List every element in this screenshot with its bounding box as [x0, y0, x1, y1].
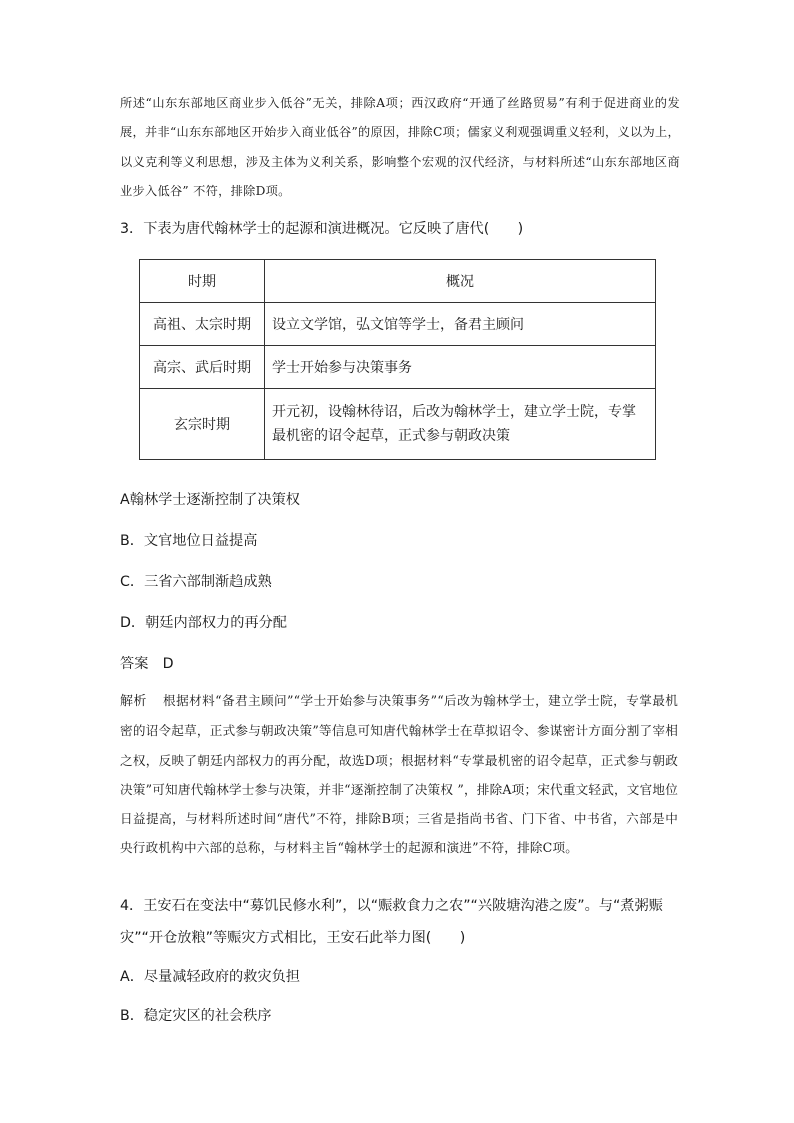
q4-option-a: A．尽量减轻政府的救灾负担 [120, 969, 300, 985]
question-4-stem: 4．王安石在变法中“募饥民修水利”，以“赈救食力之农”“兴陂塘沟港之废”。与“煮粥赈灾”“开仓放粮”等赈灾方式相比，王安石此举力图( ) [120, 898, 663, 946]
option-c: C．三省六部制渐趋成熟 [120, 574, 272, 590]
question-3-stem: 3．下表为唐代翰林学士的起源和演进概况。它反映了唐代( ) [120, 221, 524, 237]
table-row [140, 389, 656, 460]
analysis-label: 解析 [120, 694, 147, 709]
table-cell-period: 高祖、太宗时期 [140, 303, 265, 346]
option-d: D．朝廷内部权力的再分配 [120, 615, 287, 631]
analysis-paragraph [120, 686, 678, 863]
table-header-period: 时期 [140, 260, 265, 303]
table-header-overview: 概况 [265, 260, 656, 303]
table-row [140, 303, 656, 346]
option-a: A翰林学士逐渐控制了决策权 [120, 492, 300, 508]
table-cell-period: 高宗、武后时期 [140, 346, 265, 389]
answer-line: 答案 D [120, 656, 174, 672]
option-b: B．文官地位日益提高 [120, 533, 258, 549]
intro-paragraph: 所述“山东东部地区商业步入低谷”无关，排除A项；西汉政府“开通了丝路贸易”有利于促进商业的发展，并非“山东东部地区开始步入商业低谷”的原因，排除C项；儒家义利观强调重义轻利，义以为上，以义克利等义利思想，涉及主体为义利关系，影响整个宏观的汉代经济，与材料所述“山东东部地区商业步入低谷” 不符，排除D项。 [120, 96, 680, 198]
q4-option-b: B．稳定灾区的社会秩序 [120, 1008, 272, 1024]
table-cell-period: 玄宗时期 [140, 389, 265, 460]
analysis-text: 根据材料“备君主顾问”“学士开始参与决策事务”“后改为翰林学士，建立学士院，专掌最机密的诏令起草，正式参与朝政决策”等信息可知唐代翰林学士在草拟诏令、参谋密计方面分割了宰相之权，反映了朝廷内部权力的再分配，故选D项；根据材料“专掌最机密的诏令起草，正式参与朝政决策”可知唐代翰林学士参与决策，并非“逐渐控制了决策权 ”，排除A项；宋代重文轻武，文官地位日益提高，与材料所述时间“唐代”不符，排除B项；三省是指尚书省、门下省、中书省，六部是中央行政机构中六部的总称，与材料主旨“翰林学士的起源和演进”不符，排除C项。 [120, 693, 679, 856]
hanlin-table [139, 259, 656, 460]
table-cell-overview: 设立文学馆，弘文馆等学士，备君主顾问 [265, 303, 656, 346]
table-cell-overview: 学士开始参与决策事务 [265, 346, 656, 389]
table-cell-overview: 开元初，设翰林待诏，后改为翰林学士，建立学士院，专掌最机密的诏令起草，正式参与朝政决策 [265, 389, 656, 460]
table-row [140, 346, 656, 389]
